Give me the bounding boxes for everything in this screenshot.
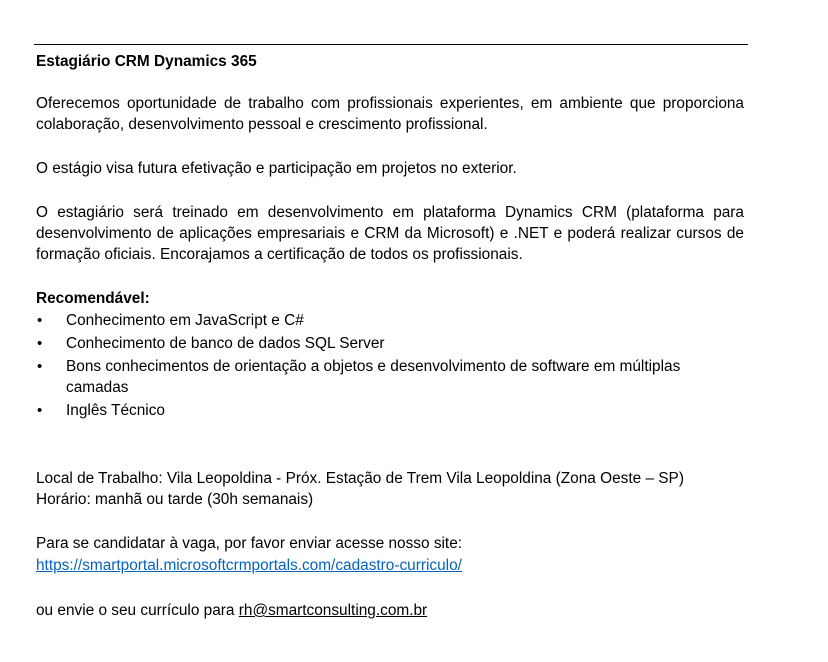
list-item-text: Bons conhecimentos de orientação a objetos e desenvolvimento de software em múltiplas camadas	[66, 358, 681, 396]
spacer	[36, 577, 744, 600]
work-schedule: Horário: manhã ou tarde (30h semanais)	[36, 491, 314, 508]
internship-paragraph: O estágio visa futura efetivação e participação em projetos no exterior.	[36, 160, 517, 177]
email-prefix: ou envie o seu currículo para	[36, 602, 239, 619]
spacer	[36, 265, 744, 288]
document-content	[36, 50, 744, 621]
spacer	[36, 179, 744, 202]
recommended-list	[36, 309, 744, 422]
spacer	[36, 510, 744, 533]
list-item	[36, 332, 744, 355]
apply-link-line	[36, 554, 744, 577]
header-rule	[34, 44, 748, 45]
bullet-icon: •	[37, 358, 43, 375]
list-item-text: Inglês Técnico	[66, 402, 165, 419]
work-location: Local de Trabalho: Vila Leopoldina - Próx. Estação de Trem Vila Leopoldina (Zona Oeste – SP)	[36, 470, 684, 487]
list-item	[36, 399, 744, 422]
training-paragraph: O estagiário será treinado em desenvolvimento em plataforma Dynamics CRM (plataforma para desenvolvimento de aplicações empresariais e CRM da Microsoft) e .NET e poderá realizar cursos de formação oficiais. Encorajamos a certificação de todos os profissionais.	[36, 204, 744, 263]
email-line	[36, 600, 744, 621]
bullet-icon: •	[37, 335, 43, 352]
spacer	[36, 422, 744, 468]
email-link[interactable]: rh@smartconsulting.com.br	[238, 602, 428, 619]
recommended-heading: Recomendável:	[36, 290, 150, 307]
list-item	[36, 355, 744, 399]
intro-paragraph: Oferecemos oportunidade de trabalho com profissionais experientes, em ambiente que proporciona colaboração, desenvolvimento pessoal e crescimento profissional.	[36, 95, 744, 133]
list-item-text: Conhecimento de banco de dados SQL Server	[66, 335, 385, 352]
list-item-text: Conhecimento em JavaScript e C#	[66, 312, 304, 329]
job-title: Estagiário CRM Dynamics 365	[36, 53, 257, 70]
list-item	[36, 309, 744, 332]
bullet-icon: •	[37, 312, 43, 329]
bullet-icon: •	[37, 402, 43, 419]
apply-instructions: Para se candidatar à vaga, por favor enviar acesse nosso site:	[36, 535, 463, 552]
spacer	[36, 135, 744, 158]
apply-link[interactable]: https://smartportal.microsoftcrmportals.com/cadastro-curriculo/	[36, 557, 462, 574]
spacer	[36, 72, 744, 93]
